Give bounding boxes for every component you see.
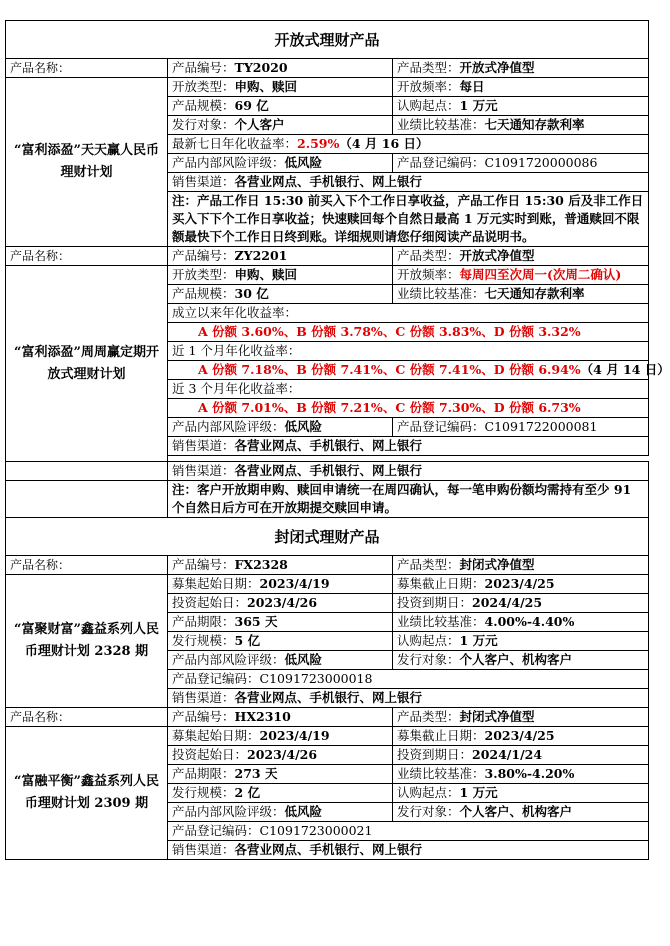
p3-name: “富聚财富”鑫益系列人民币理财计划 2328 期 — [6, 575, 168, 708]
p3-raise-start: 2023/4/19 — [259, 576, 330, 591]
p4-invest-end: 2024/1/24 — [472, 747, 543, 762]
p4-term: 273 天 — [234, 766, 278, 781]
p4-channel: 各营业网点、手机银行、网上银行 — [234, 842, 423, 857]
p1-note: 注：产品工作日 15:30 前买入下个工作日享收益，产品工作日 15:30 后及非工作日买入下下个工作日享收益；快速赎回每个自然日最高 1 万元实时到账，普通赎回不限额最快下个工作日日终到账。详细规则请您仔细阅读产品说明书。 — [168, 192, 649, 247]
p2-m1-label: 近 1 个月年化收益率： — [168, 342, 649, 361]
p4-bench-label: 业绩比较基准： — [397, 766, 485, 781]
p4-term-label: 产品期限： — [172, 766, 235, 781]
p3-risk: 低风险 — [284, 652, 323, 667]
p3-target: 个人客户、机构客户 — [459, 652, 573, 667]
p3-bench: 4.00%-4.40% — [484, 614, 575, 629]
p3-type-label: 产品类型： — [397, 557, 460, 572]
p2-open-type-label: 开放类型： — [172, 267, 235, 282]
p2-scale: 30 亿 — [234, 286, 269, 301]
p1-freq: 每日 — [459, 79, 485, 94]
p1-target-label: 发行对象： — [172, 117, 235, 132]
p4-raise-end: 2023/4/25 — [484, 728, 555, 743]
p2-code-label: 产品编号： — [172, 248, 235, 263]
p4-risk-label: 产品内部风险评级： — [172, 804, 285, 819]
p2-risk: 低风险 — [284, 419, 323, 434]
p3-bench-label: 业绩比较基准： — [397, 614, 485, 629]
p1-channel: 各营业网点、手机银行、网上银行 — [234, 174, 423, 189]
p4-raise-start: 2023/4/19 — [259, 728, 330, 743]
p3-channel-label: 销售渠道： — [172, 690, 235, 705]
p1-open-type-label: 开放类型： — [172, 79, 235, 94]
p4-type-label: 产品类型： — [397, 709, 460, 724]
p4-name-label: 产品名称： — [6, 708, 168, 727]
p2-freq: 每周四至次周一(次周二确认) — [459, 267, 622, 282]
p3-type: 封闭式净值型 — [459, 557, 535, 572]
p2-name: “富利添盈”周周赢定期开放式理财计划 — [6, 266, 168, 462]
p2-since: A 份额 3.60%、B 份额 3.78%、C 份额 3.83%、D 份额 3.32% — [168, 323, 649, 342]
p3-raise-end-label: 募集截止日期： — [397, 576, 485, 591]
p1-bench: 七天通知存款利率 — [484, 117, 585, 132]
p1-type-label: 产品类型： — [397, 60, 460, 75]
p2-type-label: 产品类型： — [397, 248, 460, 263]
p4-code: HX2310 — [234, 709, 291, 724]
p3-term-label: 产品期限： — [172, 614, 235, 629]
p3-name-label: 产品名称： — [6, 556, 168, 575]
p1-yield: 2.59% — [297, 136, 340, 151]
p1-open-type: 申购、赎回 — [234, 79, 298, 94]
p1-target: 个人客户 — [234, 117, 285, 132]
p4-channel-label: 销售渠道： — [172, 842, 235, 857]
p4-target-label: 发行对象： — [397, 804, 460, 819]
p2-m1-date: （4 月 14 日） — [580, 362, 670, 377]
p3-invest-end-label: 投资到期日： — [397, 595, 473, 610]
p4-reg-label: 产品登记编码： — [172, 823, 260, 838]
p1-yield-label: 最新七日年化收益率： — [172, 136, 298, 151]
p1-channel-label: 销售渠道： — [172, 174, 235, 189]
product-sheet — [5, 20, 670, 860]
p4-invest-end-label: 投资到期日： — [397, 747, 473, 762]
p2-m1: A 份额 7.18%、B 份额 7.41%、C 份额 7.41%、D 份额 6.94% — [198, 362, 581, 377]
p4-min-label: 认购起点： — [397, 785, 460, 800]
p1-bench-label: 业绩比较基准： — [397, 117, 485, 132]
p3-raise-start-label: 募集起始日期： — [172, 576, 260, 591]
p4-raise-end-label: 募集截止日期： — [397, 728, 485, 743]
p3-invest-start-label: 投资起始日： — [172, 595, 248, 610]
p2-bench: 七天通知存款利率 — [484, 286, 585, 301]
p2-channel2: 各营业网点、手机银行、网上银行 — [234, 463, 423, 478]
p2-risk-label: 产品内部风险评级： — [172, 419, 285, 434]
p4-issue: 2 亿 — [234, 785, 261, 800]
p4-reg: C1091723000021 — [259, 823, 373, 838]
p3-channel: 各营业网点、手机银行、网上银行 — [234, 690, 423, 705]
p1-scale: 69 亿 — [234, 98, 269, 113]
p4-target: 个人客户、机构客户 — [459, 804, 573, 819]
p3-min-label: 认购起点： — [397, 633, 460, 648]
p2-freq-label: 开放频率： — [397, 267, 460, 282]
p3-issue-label: 发行规模： — [172, 633, 235, 648]
p2-m3-label: 近 3 个月年化收益率： — [168, 380, 649, 399]
p2-type: 开放式净值型 — [459, 248, 535, 263]
p4-name: “富融平衡”鑫益系列人民币理财计划 2309 期 — [6, 727, 168, 860]
p1-name: “富利添盈”天天赢人民币理财计划 — [6, 78, 168, 247]
p3-raise-end: 2023/4/25 — [484, 576, 555, 591]
closed-section-title: 封闭式理财产品 — [6, 518, 649, 556]
p4-type: 封闭式净值型 — [459, 709, 535, 724]
p2-name-label: 产品名称： — [6, 247, 168, 266]
p3-invest-end: 2024/4/25 — [472, 595, 543, 610]
p4-raise-start-label: 募集起始日期： — [172, 728, 260, 743]
p2-code: ZY2201 — [234, 248, 288, 263]
p4-risk: 低风险 — [284, 804, 323, 819]
p2-reg: C1091722000081 — [484, 419, 598, 434]
p3-reg: C1091723000018 — [259, 671, 373, 686]
p4-bench: 3.80%-4.20% — [484, 766, 575, 781]
p3-term: 365 天 — [234, 614, 278, 629]
p3-code-label: 产品编号： — [172, 557, 235, 572]
p2-note: 注：客户开放期申购、赎回申请统一在周四确认，每一笔申购份额均需持有至少 91 个自然日后方可在开放期提交赎回申请。 — [168, 481, 649, 518]
p2-reg-label: 产品登记编码： — [397, 419, 485, 434]
p1-name-label: 产品名称： — [6, 59, 168, 78]
p3-invest-start: 2023/4/26 — [247, 595, 318, 610]
p3-min: 1 万元 — [459, 633, 498, 648]
open-section-title: 开放式理财产品 — [6, 21, 649, 59]
p1-code: TY2020 — [234, 60, 288, 75]
p1-risk: 低风险 — [284, 155, 323, 170]
p1-type: 开放式净值型 — [459, 60, 535, 75]
p4-min: 1 万元 — [459, 785, 498, 800]
p3-target-label: 发行对象： — [397, 652, 460, 667]
p2-channel-label: 销售渠道： — [172, 438, 235, 453]
p1-min: 1 万元 — [459, 98, 498, 113]
p3-code: FX2328 — [234, 557, 288, 572]
p4-invest-start-label: 投资起始日： — [172, 747, 248, 762]
open-products-table — [5, 20, 670, 860]
p2-scale-label: 产品规模： — [172, 286, 235, 301]
p4-invest-start: 2023/4/26 — [247, 747, 318, 762]
p1-min-label: 认购起点： — [397, 98, 460, 113]
p2-bench-label: 业绩比较基准： — [397, 286, 485, 301]
p2-open-type: 申购、赎回 — [234, 267, 298, 282]
p1-yield-date: （4 月 16 日） — [339, 136, 429, 151]
p4-code-label: 产品编号： — [172, 709, 235, 724]
p2-m3: A 份额 7.01%、B 份额 7.21%、C 份额 7.30%、D 份额 6.73% — [168, 399, 649, 418]
p1-risk-label: 产品内部风险评级： — [172, 155, 285, 170]
p3-risk-label: 产品内部风险评级： — [172, 652, 285, 667]
p1-freq-label: 开放频率： — [397, 79, 460, 94]
p2-channel2-label: 销售渠道： — [172, 463, 235, 478]
p3-issue: 5 亿 — [234, 633, 261, 648]
p2-channel: 各营业网点、手机银行、网上银行 — [234, 438, 423, 453]
p1-reg-label: 产品登记编码： — [397, 155, 485, 170]
p1-reg: C1091720000086 — [484, 155, 598, 170]
p1-scale-label: 产品规模： — [172, 98, 235, 113]
p3-reg-label: 产品登记编码： — [172, 671, 260, 686]
p1-code-label: 产品编号： — [172, 60, 235, 75]
p2-since-label: 成立以来年化收益率： — [168, 304, 649, 323]
p4-issue-label: 发行规模： — [172, 785, 235, 800]
